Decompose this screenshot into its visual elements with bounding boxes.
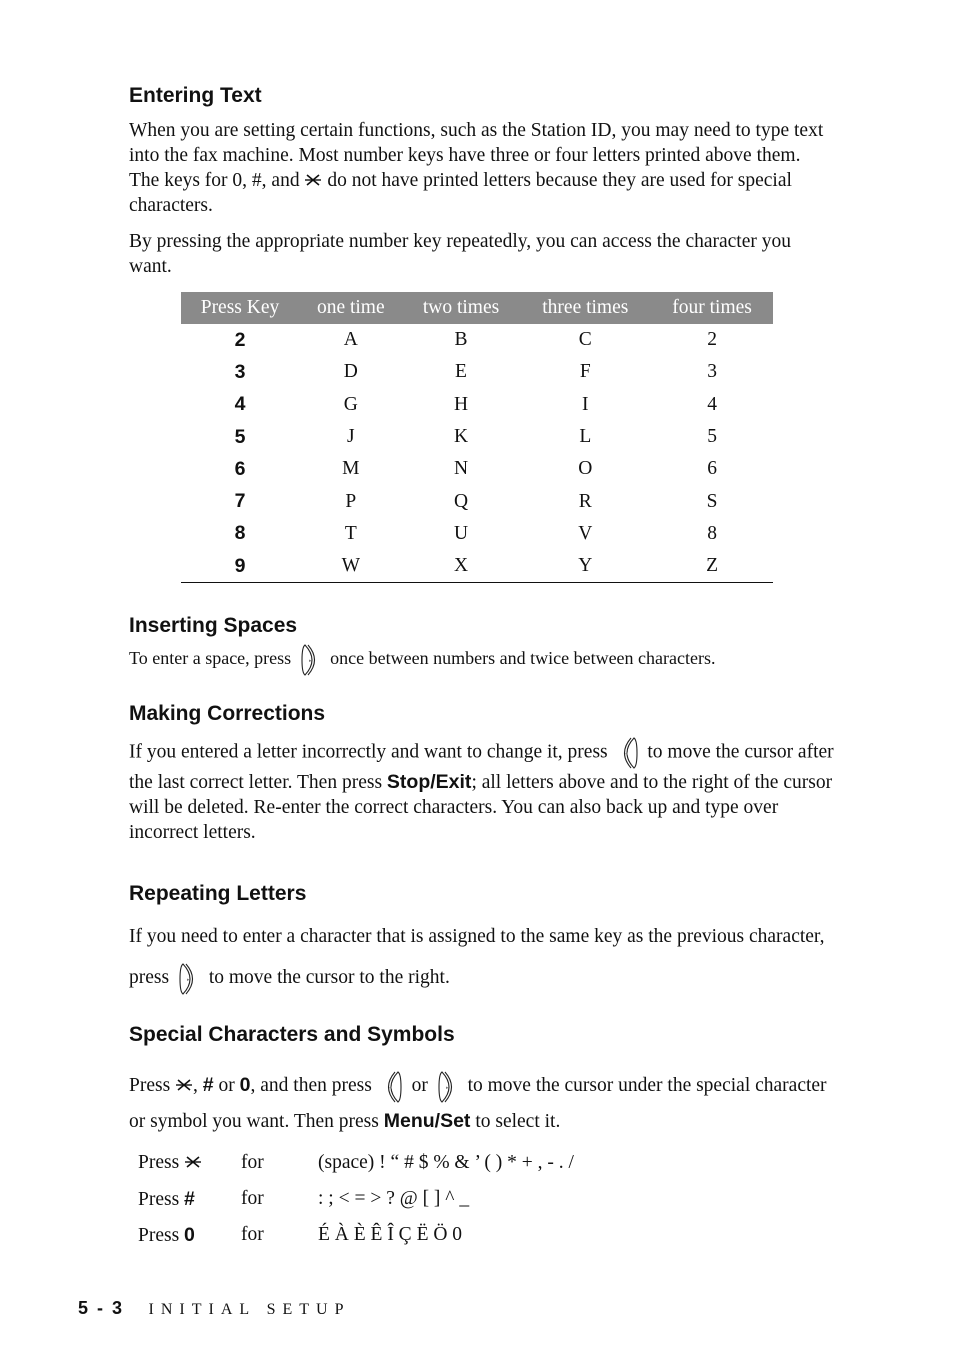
- table-cell: B: [454, 329, 468, 351]
- table-cell-key: 5: [234, 425, 246, 448]
- characters-list: É À È Ê Î Ç Ë Ö 0: [318, 1224, 463, 1245]
- press-key-cell: [138, 1181, 241, 1217]
- press-key-cell: [138, 1145, 241, 1181]
- for-label: for: [241, 1188, 264, 1209]
- table-cell: V: [578, 522, 593, 544]
- table-cell: M: [342, 458, 360, 480]
- table-cell: C: [578, 329, 592, 351]
- page-footer: [78, 1298, 350, 1319]
- text-segment: or: [411, 1075, 428, 1096]
- table-cell: L: [579, 426, 592, 448]
- col-header-three-times: three times: [519, 292, 651, 324]
- text-segment: ; all letters above and to the right of the cursor will be deleted. Re-enter the correct characters. You can also back up and type over incorrect letters.: [129, 772, 833, 843]
- table-cell: F: [579, 361, 591, 383]
- left-arrow-key-icon: [381, 1070, 403, 1104]
- text-segment: If you need to enter a character that is assigned to the same key as the previous character, press: [129, 926, 825, 988]
- table-cell-key: 7: [234, 490, 246, 513]
- characters-list: : ; < = > ? @ [ ] ^ _: [318, 1188, 470, 1209]
- table-row: [138, 1217, 574, 1253]
- left-arrow-key-icon: [617, 736, 639, 770]
- heading-inserting-spaces: Inserting Spaces: [129, 614, 298, 637]
- table-row: [181, 518, 773, 550]
- heading-making-corrections: Making Corrections: [129, 702, 326, 725]
- paragraph-entering-text-2: By pressing the appropriate number key repeatedly, you can access the character you want.: [129, 231, 792, 277]
- table-cell: D: [343, 361, 358, 383]
- table-cell: N: [453, 458, 469, 480]
- heading-repeating-letters: Repeating Letters: [129, 882, 307, 905]
- table-cell-key: 4: [234, 393, 246, 416]
- table-cell: X: [403, 550, 520, 583]
- zero-key-label: 0: [239, 1074, 251, 1096]
- text-segment: Press: [129, 1075, 171, 1096]
- text-segment: Press: [138, 1188, 180, 1210]
- table-row: [181, 485, 773, 517]
- right-arrow-key-icon: [178, 962, 200, 996]
- characters-list: (space) ! “ # $ % & ’ ( ) * + , - . /: [318, 1152, 574, 1173]
- text-segment: If you entered a letter incorrectly and want to change it, press: [129, 741, 608, 763]
- table-cell: S: [706, 490, 718, 512]
- table-cell-key: 3: [234, 360, 246, 383]
- table-row: [181, 421, 773, 453]
- paragraph-entering-text-1: [129, 118, 829, 218]
- table-row: [181, 356, 773, 388]
- for-label: for: [241, 1224, 264, 1245]
- paragraph-making-corrections: [129, 736, 835, 845]
- text-segment: to select it.: [475, 1110, 561, 1132]
- page-number: 5 - 3: [78, 1298, 125, 1318]
- table-cell-key: 2: [234, 328, 246, 351]
- press-key-cell: [138, 1217, 241, 1253]
- table-row: [181, 453, 773, 485]
- text-segment: to move the cursor after the last correct letter. Then press: [129, 741, 834, 793]
- heading-entering-text: Entering Text: [129, 84, 262, 107]
- right-arrow-key-icon: [300, 643, 322, 677]
- col-header-press-key: Press Key: [181, 292, 299, 324]
- star-key-icon: [304, 173, 322, 187]
- star-key-icon: [175, 1078, 193, 1092]
- text-segment: to move the cursor to the right.: [208, 967, 450, 988]
- hash-key-label: #: [202, 1074, 214, 1096]
- table-cell: O: [578, 458, 593, 480]
- table-cell: K: [453, 426, 469, 448]
- table-row: [138, 1145, 574, 1181]
- section-name: INITIAL SETUP: [148, 1301, 351, 1318]
- text-segment: Press: [138, 1152, 180, 1173]
- table-cell: G: [343, 393, 358, 415]
- table-cell: 6: [707, 458, 717, 480]
- table-cell: T: [344, 522, 357, 544]
- hash-key-label: #: [184, 1187, 195, 1210]
- paragraph-special-characters: [129, 1068, 829, 1139]
- table-row: [138, 1181, 574, 1217]
- paragraph-repeating-letters: [129, 916, 829, 998]
- heading-special-characters: Special Characters and Symbols: [129, 1023, 455, 1046]
- text-segment: To enter a space, press: [129, 648, 292, 668]
- text-segment: to move the cursor under the special character or symbol you want. Then press: [129, 1075, 827, 1132]
- text-segment: do not have printed letters because they are used for special characters.: [129, 170, 792, 216]
- table-cell: Q: [453, 490, 469, 512]
- table-cell-key: 6: [234, 457, 246, 480]
- table-cell: 5: [707, 426, 717, 448]
- stop-exit-key-label: Stop/Exit: [386, 771, 472, 793]
- menu-set-key-label: Menu/Set: [383, 1109, 471, 1132]
- table-cell: 8: [707, 522, 717, 544]
- col-header-four-times: four times: [651, 292, 773, 324]
- table-cell: Z: [651, 550, 773, 583]
- col-header-two-times: two times: [403, 292, 520, 324]
- table-cell-key: 9: [181, 550, 299, 583]
- col-header-one-time: one time: [299, 292, 403, 324]
- text-segment: When you are setting certain functions, such as the Station ID, you may need to type text into the fax machine. Most number keys have three or four letters printed above them. The keys for 0, #, and: [129, 120, 824, 191]
- table-cell: I: [582, 393, 589, 415]
- table-cell: P: [345, 490, 357, 512]
- paragraph-inserting-spaces: [129, 642, 849, 677]
- table-cell-key: 8: [234, 522, 246, 545]
- star-key-icon: [184, 1155, 202, 1169]
- text-segment: ,: [193, 1075, 198, 1096]
- text-segment: or: [218, 1075, 235, 1096]
- table-cell: R: [578, 490, 592, 512]
- key-table-header-row: [181, 292, 773, 324]
- right-arrow-key-icon: [437, 1070, 459, 1104]
- table-cell: Y: [519, 550, 651, 583]
- table-row: [181, 550, 773, 583]
- text-segment: Press: [138, 1224, 180, 1246]
- text-segment: once between numbers and twice between characters.: [330, 648, 716, 668]
- text-segment: , and then press: [250, 1075, 372, 1096]
- table-row: [181, 324, 773, 356]
- for-label: for: [241, 1152, 264, 1173]
- table-cell: A: [343, 329, 358, 351]
- table-cell: J: [346, 426, 355, 448]
- table-row: [181, 389, 773, 421]
- table-cell: W: [299, 550, 403, 583]
- table-cell: 2: [707, 329, 717, 351]
- key-letter-table: [181, 292, 773, 583]
- table-cell: 4: [707, 393, 717, 415]
- table-cell: 3: [707, 361, 717, 383]
- special-characters-table: [138, 1145, 574, 1253]
- table-cell: U: [453, 522, 469, 544]
- zero-key-label: 0: [184, 1223, 195, 1246]
- table-cell: H: [453, 393, 469, 415]
- table-cell: E: [455, 361, 467, 383]
